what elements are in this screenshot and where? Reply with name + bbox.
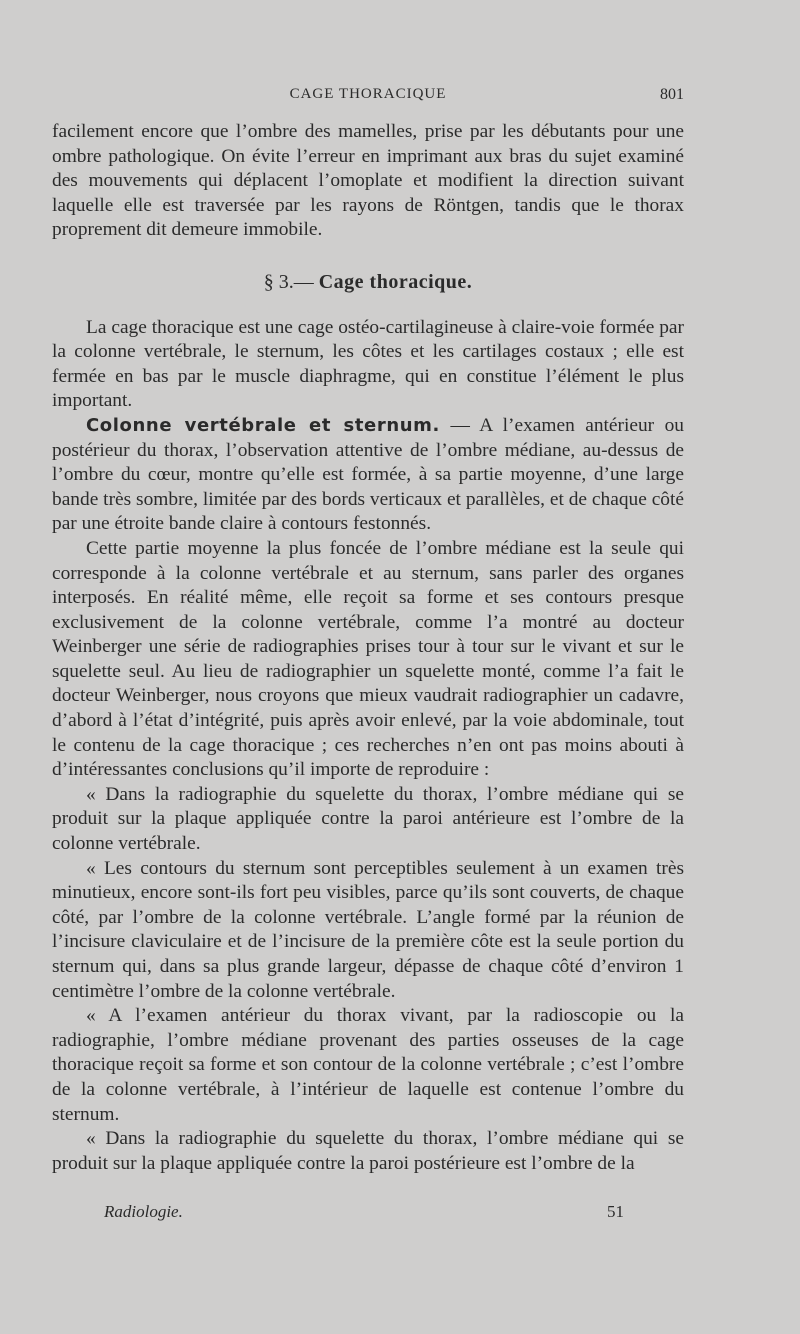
signature-mark: 51: [607, 1202, 624, 1221]
paragraph: Cette partie moyenne la plus foncée de l’ombre médiane est la seule qui corresponde à la colonne vertébrale et au sternum, sans parler des organes interposés. En réalité même, elle reçoit sa forme et ses contours presque exclusivement de la colonne vertébrale, comme l’a montré au docteur Weinberger une série de radiographies prises tour à tour sur le vivant et sur le squelette seul. Au lieu de radiographier un squelette monté, comme l’a fait le docteur Weinberger, nous croyons que mieux vaudrait radiographier un cadavre, d’abord à l’état d’intégrité, puis après avoir enlevé, par la voie abdominale, tout le contenu de la cage thoracique ; ces recherches n’en ont pas moins abouti à d’intéressantes conclusions qu’il importe de reproduire :: [52, 537, 684, 781]
paragraph: [52, 414, 684, 537]
quote-paragraph: « A l’examen antérieur du thorax vivant, par la radioscopie ou la radiographie, l’ombre médiane provenant des parties osseuses de la cage thoracique reçoit sa forme et son contour de la colonne vertébrale ; c’est l’ombre de la colonne vertébrale, à l’intérieur de laquelle est contenue l’ombre du sternum.: [52, 1005, 684, 1125]
page-header: [52, 86, 684, 110]
paragraph-continuation: facilement encore que l’ombre des mamelles, prise par les débutants pour une ombre pathologique. On évite l’erreur en imprimant aux bras du sujet examiné des mouvements qui déplacent l’omoplate et modifient la direction suivant laquelle elle est traversée par les rayons de Röntgen, tandis que le thorax proprement dit demeure immobile.: [52, 121, 684, 241]
section-heading: [52, 270, 684, 295]
paragraph: La cage thoracique est une cage ostéo-cartilagineuse à claire-voie formée par la colonne vertébrale, le sternum, les côtes et les cartilages costaux ; elle est fermée en bas par le muscle diaphragme, qui en constitue l’élément le plus important.: [52, 316, 684, 412]
section-title: Cage thoracique.: [318, 270, 473, 293]
page-footer: [104, 1202, 624, 1226]
footer-title: Radiologie.: [104, 1202, 183, 1221]
page-number: 801: [660, 86, 684, 103]
quote-paragraph: « Dans la radiographie du squelette du thorax, l’ombre médiane qui se produit sur la plaque appliquée contre la paroi postérieure est l’ombre de la: [52, 1128, 684, 1174]
quote-paragraph: « Les contours du sternum sont perceptibles seulement à un examen très minutieux, encore sont-ils fort peu visibles, parce qu’ils sont couverts, de chaque côté, par l’ombre de la colonne vertébrale. L’angle formé par la réunion de l’incisure claviculaire et de l’incisure de la première côte est la seule portion du sternum qui, dans sa plus grande largeur, dépasse de chaque côté d’environ 1 centimètre l’ombre de la colonne vertébrale.: [52, 857, 684, 1002]
section-number: § 3.—: [263, 270, 319, 293]
page-body: [52, 120, 684, 1176]
quote-paragraph: « Dans la radiographie du squelette du thorax, l’ombre médiane qui se produit sur la plaque appliquée contre la paroi antérieure est l’ombre de la colonne vertébrale.: [52, 783, 684, 855]
running-title: CAGE THORACIQUE: [289, 86, 447, 102]
subsection-term: Colonne vertébrale et sternum.: [86, 414, 440, 436]
paragraph-text: — A l’examen antérieur ou postérieur du thorax, l’observation attentive de l’ombre médiane, au-dessus de l’ombre du cœur, montre qu’elle est formée, à sa partie moyenne, d’une large bande très sombre, limitée par des bords verticaux et parallèles, et de chaque côté par une étroite bande claire à contours festonnés.: [52, 414, 684, 535]
